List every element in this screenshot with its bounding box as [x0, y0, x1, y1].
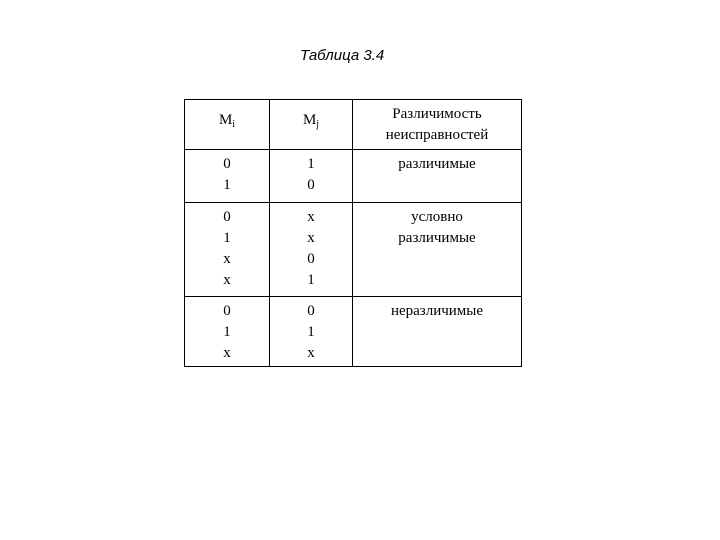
cell-value: 1: [307, 156, 315, 172]
header-mj: [270, 100, 353, 150]
cell-value: x: [307, 345, 315, 361]
cell-mj: [270, 203, 353, 297]
cell-value: 0: [223, 303, 231, 319]
header-mj-letter: M: [302, 112, 317, 128]
cell-result: [353, 203, 522, 297]
distinguishability-table: [184, 99, 522, 367]
cell-value: 0: [223, 156, 231, 172]
cell-value: различимые: [398, 156, 476, 172]
table-caption: Таблица 3.4: [300, 47, 385, 64]
table-row: [185, 297, 522, 367]
table-row: [185, 203, 522, 297]
cell-value: условно: [411, 209, 463, 225]
header-distinguishability-line1: Различимость: [392, 106, 482, 122]
cell-result: [353, 297, 522, 367]
header-mi: [185, 100, 270, 150]
cell-value: x: [307, 209, 315, 225]
cell-value: 1: [223, 177, 231, 193]
cell-value: различимые: [398, 230, 476, 246]
cell-value: 1: [307, 324, 315, 340]
cell-value: 0: [307, 251, 315, 267]
cell-mj: [270, 150, 353, 203]
cell-value: 1: [223, 324, 231, 340]
header-distinguishability-line2: неисправностей: [385, 127, 489, 143]
cell-mi: [185, 297, 270, 367]
cell-value: 0: [307, 177, 315, 193]
cell-value: 1: [307, 272, 315, 288]
cell-value: x: [223, 272, 231, 288]
cell-value: x: [307, 230, 315, 246]
cell-value: x: [223, 251, 231, 267]
cell-value: x: [223, 345, 231, 361]
cell-result: [353, 150, 522, 203]
cell-value: неразличимые: [390, 303, 484, 319]
cell-mi: [185, 150, 270, 203]
cell-value: 0: [307, 303, 315, 319]
cell-value: 0: [223, 209, 231, 225]
table-header-row: [185, 100, 522, 150]
table-row: [185, 150, 522, 203]
header-mi-subscript: i: [232, 119, 236, 130]
header-mj-subscript: j: [316, 119, 320, 130]
header-mi-letter: M: [218, 112, 233, 128]
cell-mi: [185, 203, 270, 297]
cell-value: 1: [223, 230, 231, 246]
cell-mj: [270, 297, 353, 367]
header-distinguishability: [353, 100, 522, 150]
